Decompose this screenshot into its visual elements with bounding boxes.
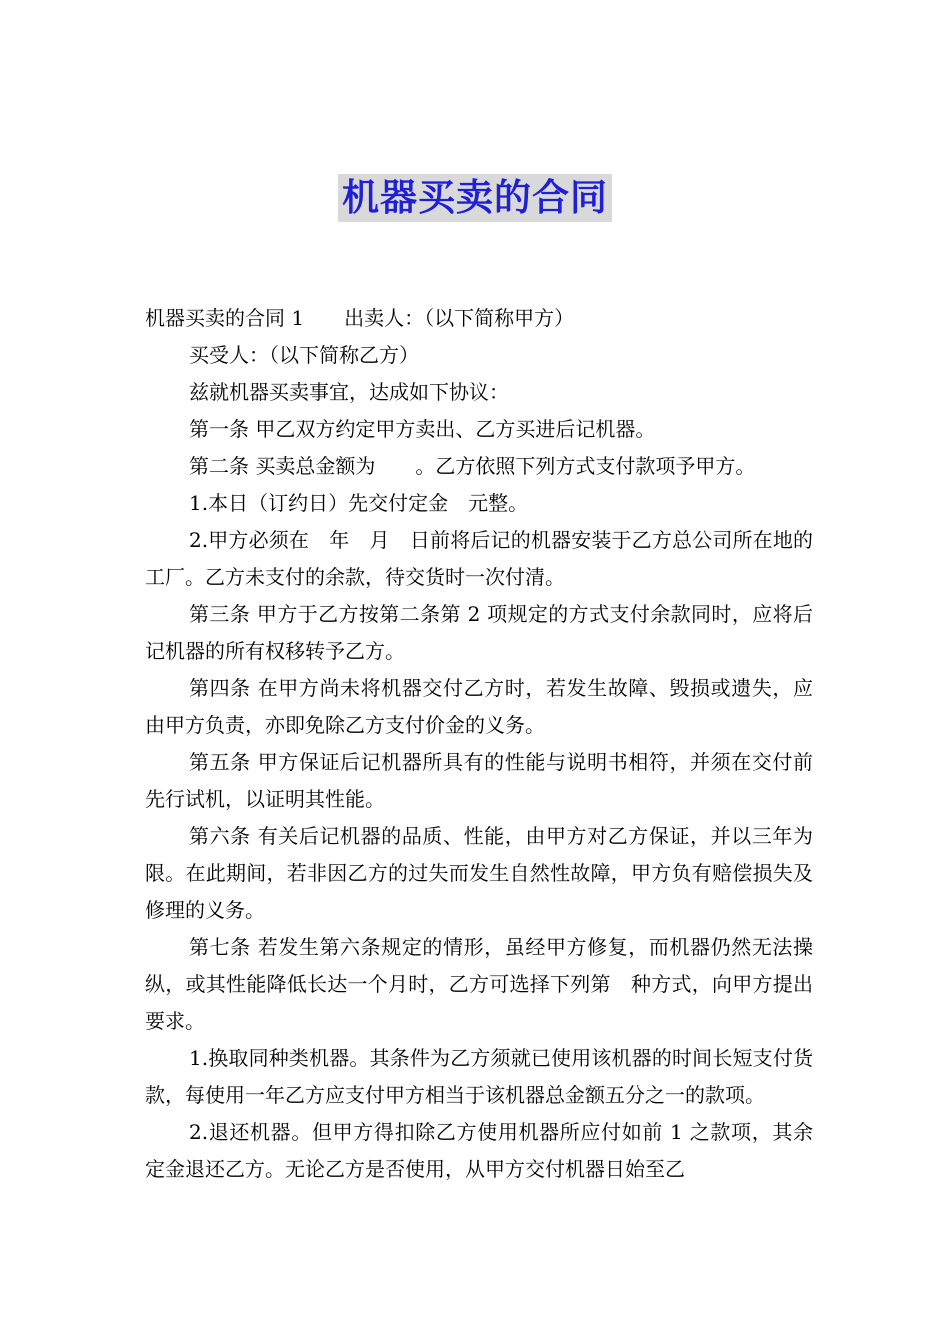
article-7: 第七条 若发生第六条规定的情形，虽经甲方修复，而机器仍然无法操纵，或其性能降低长达一个月时，乙方可选择下列第 种方式，向甲方提出要求。 bbox=[145, 935, 813, 1033]
article-2-item-2: 2.甲方必须在 年 月 日前将后记的机器安装于乙方总公司所在地的工厂。乙方未支付的余款，待交货时一次付清。 bbox=[145, 528, 813, 589]
article-1: 第一条 甲乙双方约定甲方卖出、乙方买进后记机器。 bbox=[189, 417, 656, 441]
agreement-intro: 兹就机器买卖事宜，达成如下协议： bbox=[189, 380, 509, 404]
article-4: 第四条 在甲方尚未将机器交付乙方时，若发生故障、毁损或遗失，应由甲方负责，亦即免除乙方支付价金的义务。 bbox=[145, 676, 813, 737]
contract-number-label: 机器买卖的合同 1 bbox=[145, 306, 305, 330]
article-2: 第二条 买卖总金额为 。乙方依照下列方式支付款项予甲方。 bbox=[189, 454, 756, 478]
article-3: 第三条 甲方于乙方按第二条第 2 项规定的方式支付余款同时，应将后记机器的所有权移转予乙方。 bbox=[145, 602, 813, 663]
article-7-item-1: 1.换取同种类机器。其条件为乙方须就已使用该机器的时间长短支付货款，每使用一年乙方应支付甲方相当于该机器总金额五分之一的款项。 bbox=[145, 1046, 813, 1107]
document-title: 机器买卖的合同 bbox=[338, 174, 612, 222]
heading-line bbox=[145, 300, 813, 337]
article-7-item-2: 2.退还机器。但甲方得扣除乙方使用机器所应付如前 1 之款项，其余定金退还乙方。无论乙方是否使用，从甲方交付机器日始至乙 bbox=[145, 1120, 813, 1181]
document-body bbox=[145, 300, 813, 1188]
article-5: 第五条 甲方保证后记机器所具有的性能与说明书相符，并须在交付前先行试机，以证明其性能。 bbox=[145, 750, 813, 811]
article-6: 第六条 有关后记机器的品质、性能，由甲方对乙方保证，并以三年为限。在此期间，若非因乙方的过失而发生自然性故障，甲方负有赔偿损失及修理的义务。 bbox=[145, 824, 813, 922]
title-container bbox=[0, 174, 950, 222]
seller-line: 出卖人：（以下简称甲方） bbox=[344, 306, 575, 330]
buyer-line: 买受人：（以下简称乙方） bbox=[189, 343, 419, 367]
article-2-item-1: 1.本日（订约日）先交付定金 元整。 bbox=[189, 491, 529, 515]
